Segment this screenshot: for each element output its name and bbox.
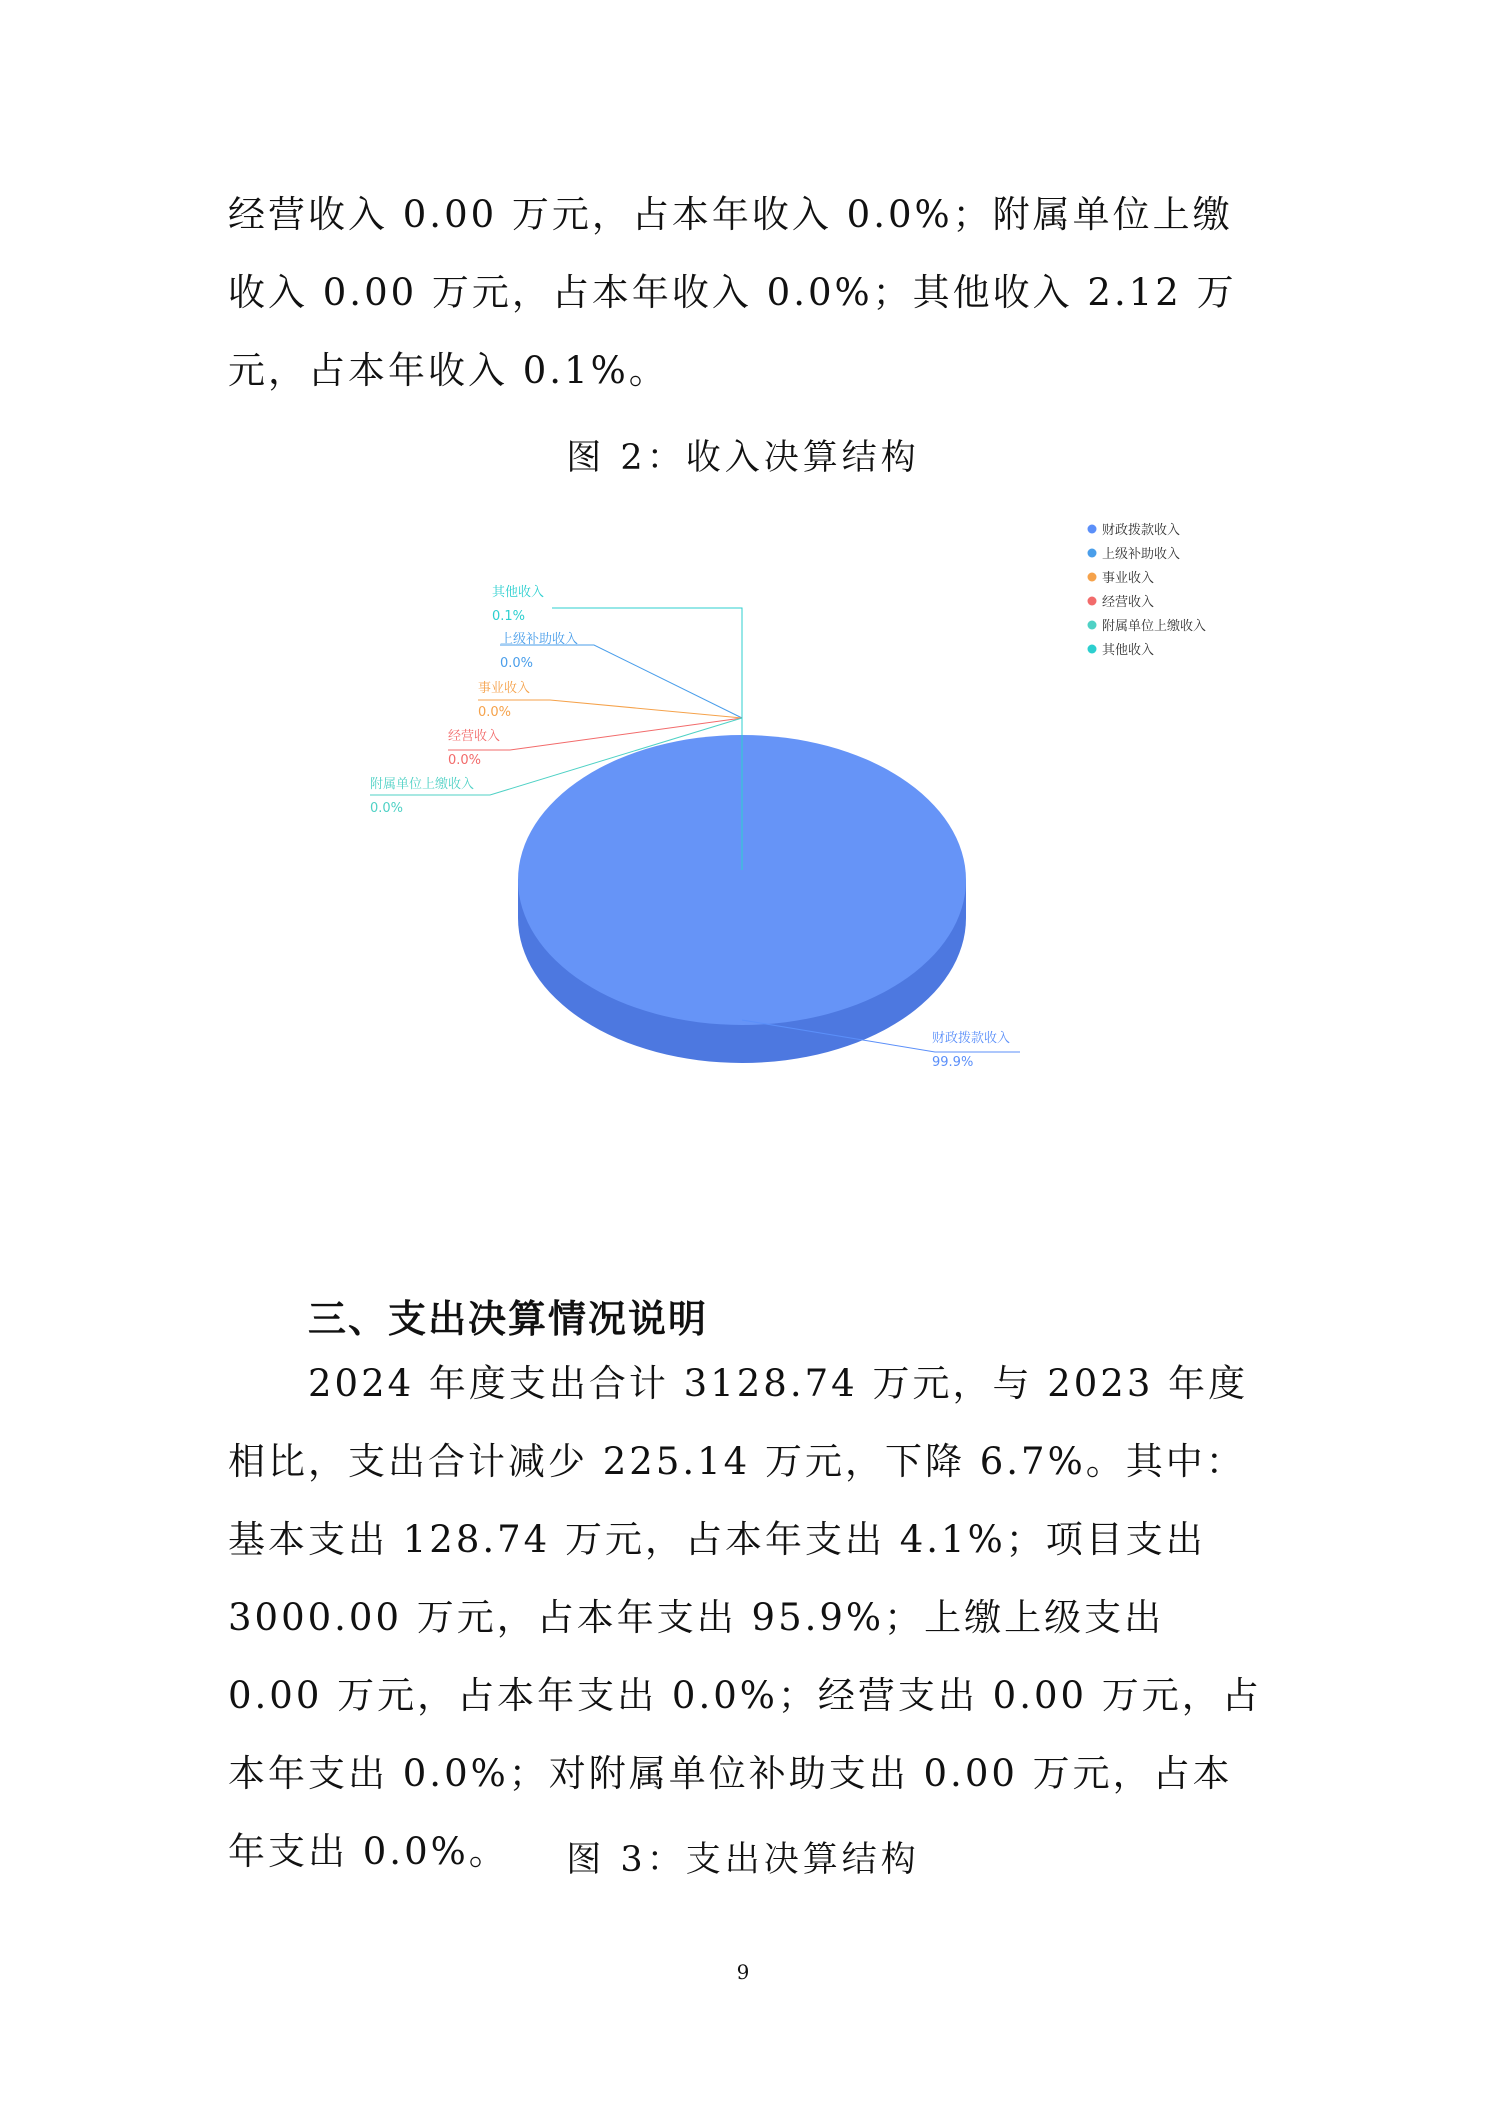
legend-label-事业收入: 事业收入 [1102, 571, 1155, 586]
slice-label-经营收入: 经营收入 [448, 729, 501, 744]
slice-value-事业收入: 0.0% [478, 705, 512, 720]
slice-value-经营收入: 0.0% [448, 753, 482, 768]
legend-label-上级补助收入: 上级补助收入 [1102, 547, 1181, 562]
legend-label-财政拨款收入: 财政拨款收入 [1102, 523, 1181, 538]
expense-paragraph-text: 2024 年度支出合计 3128.74 万元，与 2023 年度相比，支出合计减少 225.14 万元，下降 6.7%。其中：基本支出 128.74 万元，占本年支出 4.1%；项目支出 3000.00 万元，占本年支出 95.9%；上缴上级支出 0.00 万元，占本年支出 0.0%；经营支出 0.00 万元，占本年支出 0.0%；对附属单位补助支出 0.00 万元，占本年支出 0.0%。 [228, 1362, 1262, 1873]
slice-value-附属单位上缴收入: 0.0% [370, 801, 404, 816]
slice-label-事业收入: 事业收入 [478, 681, 531, 696]
legend-label-附属单位上缴收入: 附属单位上缴收入 [1102, 619, 1207, 634]
intro-paragraph: 经营收入 0.00 万元，占本年收入 0.0%；附属单位上缴收入 0.00 万元，占本年收入 0.0%；其他收入 2.12 万元，占本年收入 0.1%。 [228, 193, 1237, 392]
section-heading: 三、支出决算情况说明 [308, 1297, 709, 1341]
figure-2-caption: 图 2：收入决算结构 [566, 438, 920, 478]
slice-value-财政拨款收入: 99.9% [932, 1055, 974, 1070]
slice-label-上级补助收入: 上级补助收入 [500, 632, 579, 647]
slice-label-其他收入: 其他收入 [492, 585, 545, 600]
leader-line-事业收入 [478, 700, 742, 718]
page-number: 9 [736, 1960, 750, 1984]
legend-marker-财政拨款收入 [1088, 525, 1097, 534]
legend-marker-事业收入 [1088, 573, 1097, 582]
legend-marker-其他收入 [1088, 645, 1097, 654]
income-pie-chart [0, 500, 1486, 1120]
slice-label-财政拨款收入: 财政拨款收入 [932, 1031, 1011, 1046]
slice-label-附属单位上缴收入: 附属单位上缴收入 [370, 777, 475, 792]
legend-label-其他收入: 其他收入 [1102, 643, 1155, 658]
slice-value-上级补助收入: 0.0% [500, 656, 534, 671]
legend-marker-上级补助收入 [1088, 549, 1097, 558]
legend-label-经营收入: 经营收入 [1102, 595, 1155, 610]
chart-legend [1088, 522, 1207, 658]
figure-3-caption: 图 3：支出决算结构 [566, 1840, 920, 1880]
legend-marker-附属单位上缴收入 [1088, 621, 1097, 630]
expense-paragraph [228, 1345, 1268, 1891]
legend-marker-经营收入 [1088, 597, 1097, 606]
slice-value-其他收入: 0.1% [492, 609, 526, 624]
